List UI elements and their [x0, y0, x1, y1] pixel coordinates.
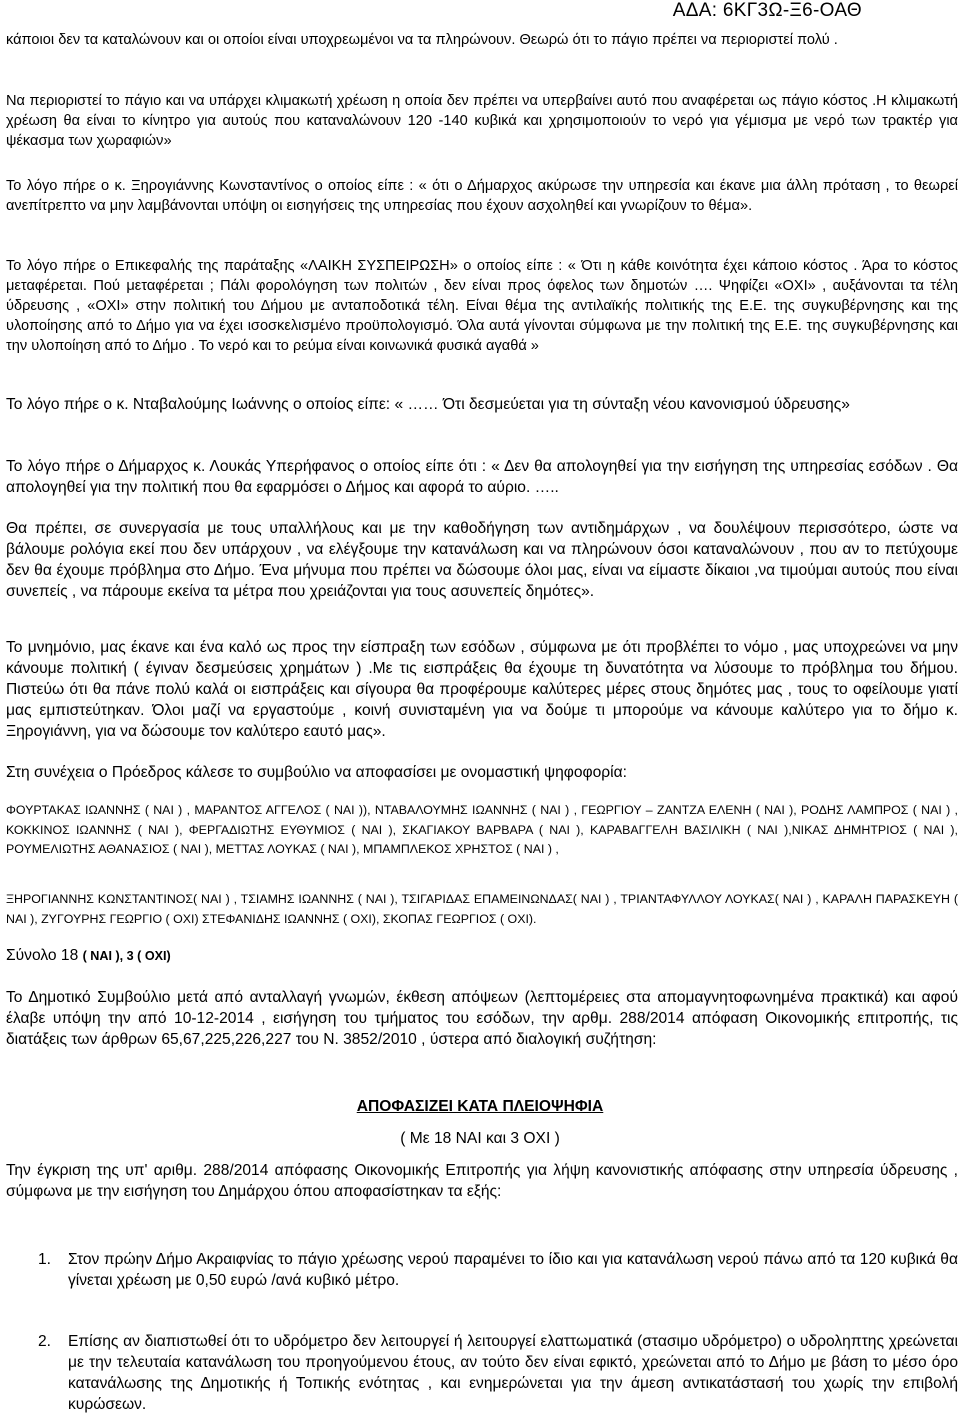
list-item	[38, 1331, 958, 1415]
decision-subtitle: ( Με 18 ΝΑΙ και 3 ΟΧΙ )	[400, 1130, 560, 1147]
paragraph-3: Το λόγο πήρε ο κ. Ξηρογιάννης Κωνσταντίνος ο οποίος είπε : « ότι ο Δήμαρχος ακύρωσε την υπηρεσία και έκανε μια άλλη πρόταση , το θεωρεί ανεπίτρεπτο να μην λαμβάνονται υπόψη οι εισηγήσεις της υπηρεσίας που έχουν ασχοληθεί και γνωρίζουν το θέμα».	[6, 178, 958, 214]
list-item	[38, 1249, 958, 1291]
paragraph-4: Το λόγο πήρε ο Επικεφαλής της παράταξης «ΛΑΙΚΗ ΣΥΣΠΕΙΡΩΣΗ» ο οποίος είπε : « Ότι η κάθε κοινότητα έχει κάποιο κόστος . Άρα το κόστος μεταφέρεται. Πού μεταφέρεται ; Πάλι φορολόγηση των πολιτών , δεν είναι προς όφελος των δημοτών …. Ψηφίζει «ΟΧΙ» , αυξάνονται τα τέλη ύδρευσης , «ΟΧΙ» στην πολιτική του Δήμου με ανταποδοτικά τέλη. Είναι θέμα της αντιλαϊκής πολιτικής της Ε.Ε. της συγκυβέρνησης και της υλοποίησης από το Δήμο για να έχει ισοσκελισμένο προϋπολογισμό. Όλα αυτά γίνονται σύμφωνα με την πολιτική της Ε.Ε. της συγκυβέρνησης και την υλοποίηση από το Δήμο . Το νερό και το ρεύμα είναι κοινωνικά φυσικά αγαθά »	[6, 258, 958, 354]
ada-code: ΑΔΑ: 6ΚΓ3Ω-Ξ6-ΟΑΘ	[672, 0, 862, 21]
paragraph-6: Το λόγο πήρε ο Δήμαρχος κ. Λουκάς Υπερήφανος ο οποίος είπε ότι : « Δεν θα απολογηθεί για την εισήγηση της υπηρεσίας εσόδων . Θα απολογηθεί για την πολιτική που θα εφαρμόσει ο Δήμος και αφορά το αύριο. …..	[6, 458, 958, 496]
vote-total-result: ( ΝΑΙ ), 3 ( ΟΧΙ)	[82, 949, 171, 963]
list-item-text: Στον πρώην Δήμο Ακραιφνίας το πάγιο χρέωσης νερού παραμένει το ίδιο και για κατανάλωση νερού πάνω από τα 120 κυβικά θα γίνεται χρέωση με 0,50 ευρώ /ανά κυβικό μέτρο.	[68, 1251, 958, 1289]
paragraph-2: Να περιοριστεί το πάγιο και να υπάρχει κλιμακωτή χρέωση η οποία δεν πρέπει να υπερβαίνει αυτό που αναφέρεται ως πάγιο κόστος .Η κλιμακωτή χρέωση θα είναι το κίνητρο για αυτούς που καταναλώνουν 120 -140 κυβικά και χρησιμοποιούν το νερό για γέμισμα με νερό των τρακτέρ για ψέκασμα των χωραφιών»	[6, 93, 958, 149]
approval-paragraph: Την έγκριση της υπ' αριθμ. 288/2014 απόφασης Οικονομικής Επιτροπής για λήψη κανονιστικής απόφασης στην υπηρεσία ύδρευσης , σύμφωνα με την εισήγηση του Δημάρχου όπου αποφασίστηκαν τα εξής:	[6, 1162, 958, 1200]
list-item-text: Επίσης αν διαπιστωθεί ότι το υδρόμετρο δεν λειτουργεί ή λειτουργεί ελαττωματικά (στασιμο υδρόμετρο) ο υδροληπτης χρεώνεται με την τελευταία κατανάλωση του προηγούμενου έτους, αν τούτο δεν είναι εφικτό, χρεώνεται από το Δήμο με βάση το μέσο όρο κατανάλωσης της Δημοτικής ή Τοπικής ενότητας , και ενημερώνεται για την άμεση αντικατάστασή του χωρίς την επιβολή κυρώσεων.	[68, 1333, 958, 1413]
paragraph-5: Το λόγο πήρε ο κ. Νταβαλούμης Ιωάννης ο οποίος είπε: « …… Ότι δεσμεύεται για τη σύνταξη νέου κανονισμού ύδρευσης»	[6, 396, 850, 413]
council-paragraph: Το Δημοτικό Συμβούλιο μετά από ανταλλαγή γνωμών, έκθεση απόψεων (λεπτομέρειες στα απομαγνητοφωνημένα πρακτικά) και αφού έλαβε υπόψη την από 10-12-2014 , εισήγηση του τμήματος του εσόδων, την αρθμ. 288/2014 απόφαση Οικονομικής επιτροπής, τις διατάξεις των άρθρων 65,67,225,226,227 του Ν. 3852/2010 , ύστερα από διαλογική συζήτηση:	[6, 989, 958, 1048]
paragraph-8: Το μνημόνιο, μας έκανε και ένα καλό ως προς την είσπραξη των εσόδων , σύμφωνα με ότι προβλέπει το νόμο , μας υποχρεώνει να μην κάνουμε πολιτική ( έγιναν δεσμεύσεις χρημάτων ) .Με τις εισπράξεις θα έχουμε τη δυνατότητα να λύσουμε το πρόβλημα του δήμου. Πιστεύω ότι θα πάνε πολύ καλά οι εισπράξεις και σίγουρα θα προφέρουμε καλύτερες μέρες στους δημότες μας , τους το οφείλουμε γιατί μας εμπιστεύτηκαν. Όλοι μαζί να εργαστούμε , κοινή συνισταμένη για να δούμε τι μπορούμε να κάνουμε καλύτερο για το δήμο κ. Ξηρογιάννη, για να δώσουμε τον καλύτερο εαυτό μας».	[6, 639, 958, 740]
paragraph-1: κάποιοι δεν τα καταλώνουν και οι οποίοι είναι υποχρεωμένοι να τα πληρώνουν. Θεωρώ ότι το πάγιο πρέπει να περιοριστεί πολύ .	[6, 32, 838, 48]
list-item-number: 1.	[38, 1251, 52, 1268]
votes-list-1: ΦΟΥΡΤΑΚΑΣ ΙΩΑΝΝΗΣ ( ΝΑΙ ) , ΜΑΡΑΝΤΟΣ ΑΓΓΕΛΟΣ ( ΝΑΙ )), ΝΤΑΒΑΛΟΥΜΗΣ ΙΩΑΝΝΗΣ ( ΝΑΙ ) , ΓΕΩΡΓΙΟΥ – ΖΑΝΤΖΑ ΕΛΕΝΗ ( ΝΑΙ ), ΡΟΔΗΣ ΛΑΜΠΡΟΣ ( ΝΑΙ ) , ΚΟΚΚΙΝΟΣ ΙΩΑΝΝΗΣ ( ΝΑΙ ), ΦΕΡΓΑΔΙΩΤΗΣ ΕΥΘΥΜΙΟΣ ( ΝΑΙ ), ΣΚΑΓΙΑΚΟΥ ΒΑΡΒΑΡΑ ( ΝΑΙ ), ΚΑΡΑΒΑΓΓΕΛΗ ΒΑΣΙΛΙΚΗ ( ΝΑΙ ),ΝΙΚΑΣ ΔΗΜΗΤΡΙΟΣ ( ΝΑΙ ), ΡΟΥΜΕΛΙΩΤΗΣ ΑΘΑΝΑΣΙΟΣ ( ΝΑΙ ), ΜΕΤΤΑΣ ΛΟΥΚΑΣ ( ΝΑΙ ), ΜΠΑΜΠΛΕΚΟΣ ΧΡΗΣΤΟΣ ( ΝΑΙ ) ,	[6, 803, 958, 856]
paragraph-9: Στη συνέχεια ο Πρόεδρος κάλεσε το συμβούλιο να αποφασίσει με ονομαστική ψηφοφορία:	[6, 764, 627, 781]
paragraph-7: Θα πρέπει, σε συνεργασία με τους υπαλλήλους και με την καθοδήγηση των αντιδημάρχων , να δουλέψουν περισσότερο, ώστε να βάλουμε ρολόγια εκεί που δεν υπάρχουν , να ελέγξουμε την κατανάλωση και να πληρώνουν όσοι καταναλώνουν , που αν το πετύχουμε δεν θα έχουμε πρόβλημα στο Δήμο. Ένα μήνυμα που πρέπει να δώσουμε όλοι μας, είναι να είμαστε δίκαιοι ,να τιμούμαι αυτούς που είναι συνεπείς , να πάρουμε εκείνα τα μέτρα που χρειάζονται για τους ασυνεπείς δημότες».	[6, 520, 958, 600]
vote-total	[6, 945, 958, 967]
list-item-number: 2.	[38, 1333, 52, 1350]
votes-list-2: ΞΗΡΟΓΙΑΝΝΗΣ ΚΩΝΣΤΑΝΤΙΝΟΣ( ΝΑΙ ) , ΤΣΙΑΜΗΣ ΙΩΑΝΝΗΣ ( ΝΑΙ ), ΤΣΙΓΑΡΙΔΑΣ ΕΠΑΜΕΙΝΩΝΔΑΣ( ΝΑΙ ) , ΤΡΙΑΝΤΑΦΥΛΛΟΥ ΛΟΥΚΑΣ( ΝΑΙ ) , ΚΑΡΑΛΗ ΠΑΡΑΣΚΕΥΗ ( ΝΑΙ ), ΖΥΓΟΥΡΗΣ ΓΕΩΡΓΙΟ ( ΟΧΙ) ΣΤΕΦΑΝΙΔΗΣ ΙΩΑΝΝΗΣ ( ΟΧΙ), ΣΚΟΠΑΣ ΓΕΩΡΓΙΟΣ ( ΟΧΙ).	[6, 892, 958, 926]
vote-total-prefix: Σύνολο 18	[6, 947, 83, 964]
decision-title: ΑΠΟΦΑΣΙΖΕΙ ΚΑΤΑ ΠΛΕΙΟΨΗΦΙΑ	[356, 1098, 604, 1115]
